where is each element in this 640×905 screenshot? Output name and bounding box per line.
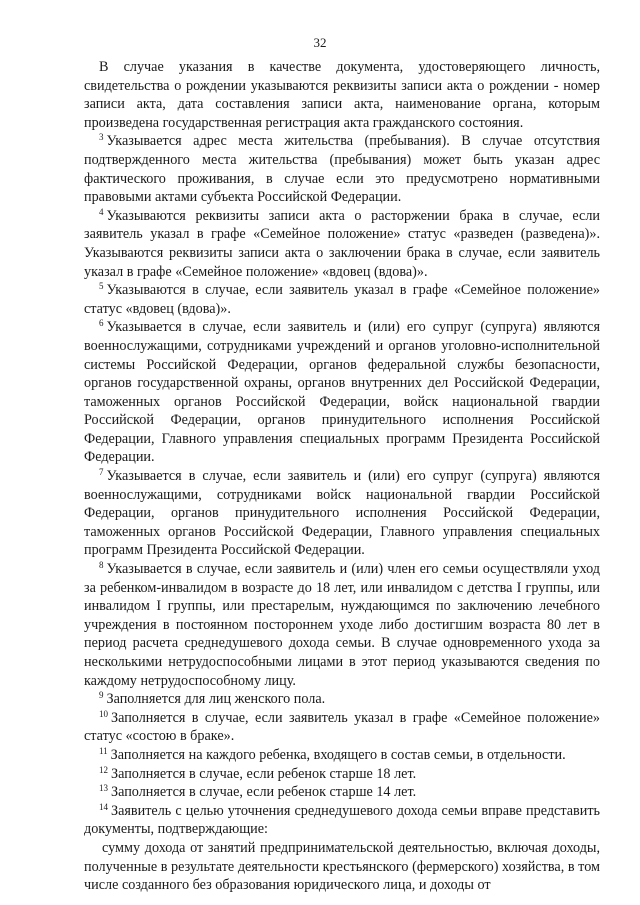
footnote-text: Заявитель с целью уточнения среднедушевого дохода семьи вправе представить документы, подтверждающие: [84,802,600,838]
footnote-marker: 4 [99,206,104,217]
footnote-marker: 7 [99,467,104,478]
footnote-paragraph [84,132,600,206]
paragraph [84,58,600,132]
footnote-text: Заполняется для лиц женского пола. [106,691,326,708]
footnote-text: Указываются реквизиты записи акта о расторжении брака в случае, если заявитель указал в графе «Семейное положение» статус «разведен (разведена)». Указываются реквизиты записи акта о заключении брака в случае, если заявитель указал в графе «Семейное положение» «вдовец (вдова)». [84,207,600,280]
footnote-paragraph [84,690,600,709]
footnote-text: Указывается в случае, если заявитель и (или) член его семьи осуществляли уход за ребенком-инвалидом в возрасте до 18 лет, или инвалидом с детства I группы, или инвалидом I группы, или престарелым, нуждающимся по заключению лечебного учреждения в постоянном постороннем уходе либо достигшим возраста 80 лет в период расчета среднедушевого дохода семьи. В случае одновременного ухода за несколькими нетрудоспособными лицами в этот период указываются сведения по каждому нетрудоспособному лицу. [84,561,600,689]
footnote-text: Заполняется в случае, если заявитель указал в графе «Семейное положение» статус «состою в браке». [84,709,600,745]
page-number: 32 [313,35,327,50]
footnote-marker: 13 [99,783,108,794]
paragraph-text: В случае указания в качестве документа, удостоверяющего личность, свидетельства о рождении указываются реквизиты записи акта о рождении - номер записи акта, дата составления записи акта, наименование органа, которым произведена государственная регистрация акта гражданского состояния. [84,59,600,131]
footnote-marker: 6 [99,318,104,329]
footnote-paragraph [84,839,600,895]
footnote-text: Указывается адрес места жительства (пребывания). В случае отсутствия подтвержденного места жительства (пребывания) может быть указан адрес фактического проживания, в случае если это предусмотрено нормативными правовыми актами субъекта Российской Федерации. [84,133,600,206]
document-body [84,58,600,895]
footnote-paragraph [84,560,600,690]
footnote-text: Заполняется на каждого ребенка, входящего в состав семьи, в отдельности. [110,746,566,763]
footnote-paragraph [84,709,600,746]
footnote-marker: 8 [99,560,104,571]
footnote-paragraph [84,207,600,281]
footnote-paragraph [84,802,600,839]
footnote-text: Заполняется в случае, если ребенок старше 14 лет. [111,784,417,801]
footnote-paragraph [84,765,600,784]
footnote-text: сумму дохода от занятий предпринимательской деятельностью, включая доходы, полученные в результате деятельности крестьянского (фермерского) хозяйства, в том числе созданного без образования юридического лица, и доходы от [84,839,600,894]
footnote-marker: 10 [99,708,108,719]
footnote-marker: 12 [99,764,108,775]
footnote-marker: 9 [99,690,104,701]
footnote-paragraph [84,746,600,765]
footnote-text: Указываются в случае, если заявитель указал в графе «Семейное положение» статус «вдовец (вдова)». [84,282,600,317]
footnote-paragraph [84,281,600,318]
footnote-text: Указывается в случае, если заявитель и (или) его супруг (супруга) являются военнослужащими, сотрудниками учреждений и органов уголовно-исполнительной системы Российской Федерации, органов федеральной службы безопасности, органов государственной охраны, органов внутренних дел Российской Федерации, таможенных органов Российской Федерации, войск национальной гвардии Российской Федерации, органов принудительного исполнения Российской Федерации, Главного управления специальных программ Президента Российской Федерации. [84,319,600,466]
footnote-paragraph [84,783,600,802]
footnote-marker: 3 [99,132,104,143]
footnote-paragraph [84,318,600,467]
footnote-text: Заполняется в случае, если ребенок старше 18 лет. [111,765,417,782]
footnote-paragraph [84,467,600,560]
footnote-marker: 11 [99,745,108,756]
footnote-text: Указывается в случае, если заявитель и (или) его супруг (супруга) являются военнослужащими, сотрудниками войск национальной гвардии Российской Федерации, органов принудительного исполнения Российской Федерации, таможенных органов Российской Федерации, Главного управления специальных программ Президента Российской Федерации. [84,468,600,559]
footnote-marker: 14 [99,801,108,812]
footnote-marker: 5 [99,281,104,292]
